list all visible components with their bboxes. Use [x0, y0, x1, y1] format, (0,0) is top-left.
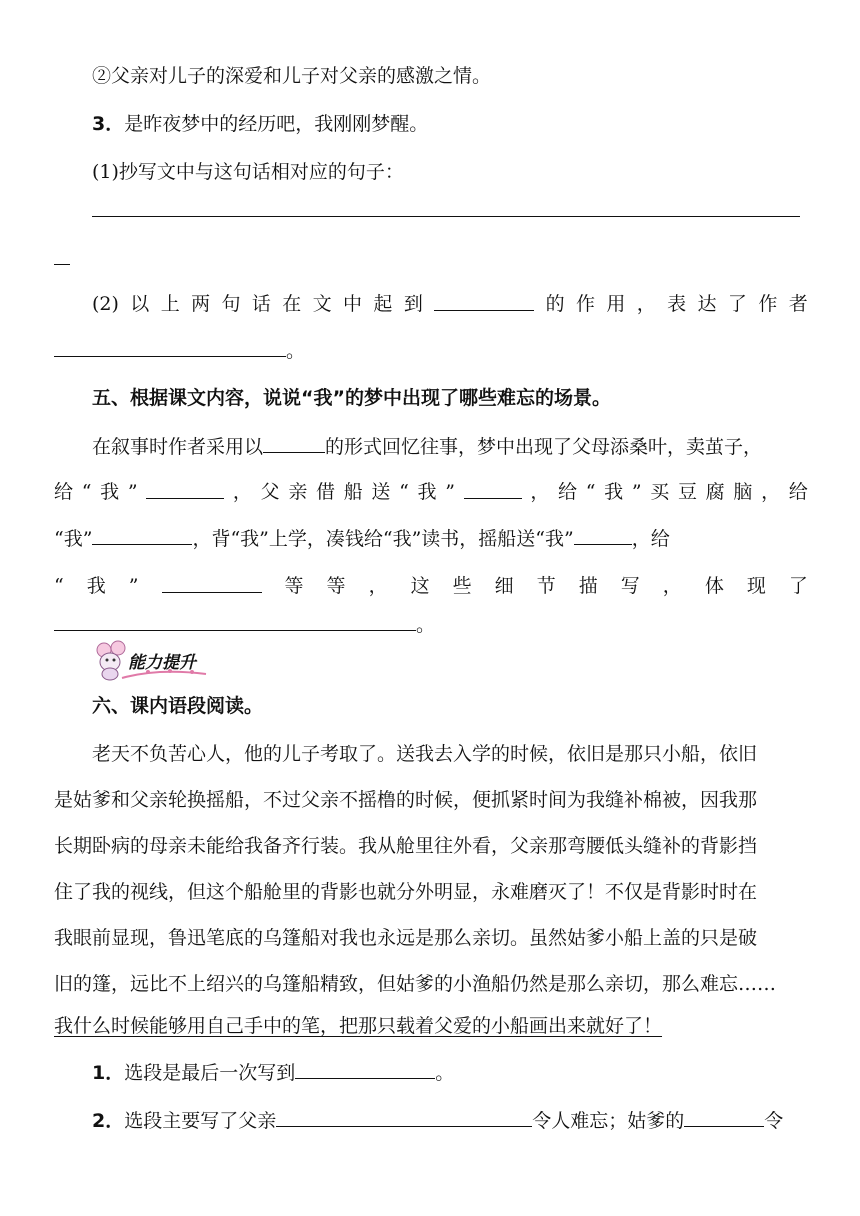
reading-line-3: 长期卧病的母亲未能给我备齐行装。我从舱里往外看，父亲那弯腰低头缝补的背影挡 — [54, 835, 758, 857]
text: “我” — [54, 528, 93, 550]
question-1 — [92, 1058, 808, 1087]
fill-blank[interactable] — [574, 524, 632, 545]
char: “ — [585, 481, 596, 503]
char: 句 — [221, 293, 241, 315]
question-text: 是昨夜梦中的经历吧，我刚刚梦醒。 — [124, 113, 429, 135]
char: 些 — [452, 575, 472, 597]
question-2 — [92, 1106, 808, 1135]
char: 送 — [371, 481, 391, 503]
question-text: 令 — [764, 1110, 784, 1132]
answer-line-2: ②父亲对儿子的深爱和儿子对父亲的感激之情。 — [92, 65, 492, 87]
char: ， — [636, 293, 656, 315]
char: 给 — [54, 481, 74, 503]
fill-blank[interactable] — [54, 610, 416, 631]
question-number: 1． — [92, 1062, 125, 1084]
section-5-line-2 — [54, 478, 808, 506]
fill-blank[interactable] — [54, 336, 286, 357]
question-number: 3． — [92, 113, 125, 135]
answer-rule-continuation[interactable] — [54, 264, 70, 265]
char: (2) — [92, 293, 119, 315]
period: 。 — [435, 1062, 455, 1084]
char: 买 — [650, 481, 670, 503]
char: 文 — [312, 293, 332, 315]
char: 达 — [697, 293, 717, 315]
char: ” — [445, 481, 455, 503]
fill-blank[interactable] — [464, 478, 522, 499]
char: ， — [368, 575, 388, 597]
char: 我 — [100, 481, 120, 503]
subquestion-2-continuation — [54, 336, 808, 365]
char: ， — [530, 481, 550, 503]
section-5-line-3 — [54, 524, 808, 553]
char: 两 — [191, 293, 211, 315]
fill-blank[interactable] — [146, 478, 224, 499]
badge-label: 能力提升 — [128, 653, 196, 673]
char: 者 — [788, 293, 808, 315]
section-5-line-1 — [92, 432, 808, 461]
answer-rule[interactable] — [92, 216, 800, 217]
section-5-line-5 — [54, 610, 808, 639]
char: 中 — [343, 293, 363, 315]
char: 腐 — [705, 481, 725, 503]
ability-badge — [88, 638, 212, 684]
fill-blank[interactable] — [162, 572, 262, 593]
char: 等 — [326, 575, 346, 597]
reading-line-7-underlined: 我什么时候能够用自己手中的笔，把那只载着父爱的小船画出来就好了！ — [54, 1015, 663, 1037]
fill-blank[interactable] — [92, 524, 192, 545]
char: 船 — [343, 481, 363, 503]
reading-line-6: 旧的篷，远比不上绍兴的乌篷船精致，但姑爹的小渔船仍然是那么亲切，那么难忘…… — [54, 973, 777, 995]
char: 了 — [727, 293, 747, 315]
char: 节 — [536, 575, 556, 597]
char: 豆 — [677, 481, 697, 503]
char: 作 — [575, 293, 595, 315]
char: ， — [232, 481, 252, 503]
char: 上 — [160, 293, 180, 315]
char: 现 — [746, 575, 766, 597]
fill-blank[interactable] — [263, 432, 325, 453]
question-3 — [92, 110, 808, 138]
char: 这 — [410, 575, 430, 597]
text: ，背“我”上学，凑钱给“我”读书，摇船送“我” — [192, 528, 574, 550]
char: 给 — [558, 481, 578, 503]
reading-line-5: 我眼前显现，鲁迅笔底的乌篷船对我也永远是那么亲切。虽然姑爹小船上盖的只是破 — [54, 927, 758, 949]
char: “ — [399, 481, 409, 503]
text: 的形式回忆往事，梦中出现了父母添桑叶，卖茧子， — [325, 436, 763, 458]
char: 以 — [130, 293, 150, 315]
char: 我 — [417, 481, 437, 503]
char: 细 — [494, 575, 514, 597]
char: 在 — [282, 293, 302, 315]
char: ” — [128, 575, 139, 597]
char: 我 — [86, 575, 106, 597]
char: 体 — [704, 575, 724, 597]
char: 的 — [545, 293, 565, 315]
question-number: 2． — [92, 1110, 125, 1132]
fill-blank[interactable] — [276, 1106, 532, 1127]
char: ” — [631, 481, 642, 503]
char: 亲 — [288, 481, 308, 503]
char: ， — [761, 481, 781, 503]
char: 给 — [788, 481, 808, 503]
char: ， — [662, 575, 682, 597]
char: 用 — [606, 293, 626, 315]
char: 表 — [667, 293, 687, 315]
char: 了 — [788, 575, 808, 597]
char: “ — [54, 575, 64, 597]
reading-line-2: 是姑爹和父亲轮换摇船，不过父亲不摇橹的时候，便抓紧时间为我缝补棉被，因我那 — [54, 789, 758, 811]
char: 作 — [758, 293, 778, 315]
char: 父 — [260, 481, 280, 503]
reading-line-1: 老天不负苦心人，他的儿子考取了。送我去入学的时候，依旧是那只小船，依旧 — [92, 743, 758, 765]
text: ，给 — [631, 528, 670, 550]
fill-blank[interactable] — [684, 1106, 764, 1127]
question-text: 选段主要写了父亲 — [124, 1110, 277, 1132]
section-5-line-4 — [54, 572, 808, 600]
char: 到 — [403, 293, 423, 315]
period: 。 — [286, 340, 306, 362]
question-text: 令人难忘；姑爹的 — [532, 1110, 685, 1132]
period: 。 — [416, 614, 436, 636]
fill-blank[interactable] — [434, 290, 534, 311]
subquestion-1: (1)抄写文中与这句话相对应的句子： — [92, 161, 404, 183]
char: 写 — [620, 575, 640, 597]
char: “ — [81, 481, 92, 503]
subquestion-2 — [92, 290, 808, 318]
char: ” — [127, 481, 138, 503]
char: 描 — [578, 575, 598, 597]
char: 脑 — [733, 481, 753, 503]
char: 话 — [251, 293, 271, 315]
fill-blank[interactable] — [295, 1058, 435, 1079]
section-5-title: 五、根据课文内容，说说“我”的梦中出现了哪些难忘的场景。 — [92, 387, 611, 409]
char: 借 — [316, 481, 336, 503]
char: 我 — [604, 481, 624, 503]
question-text: 选段是最后一次写到 — [124, 1062, 296, 1084]
char: 等 — [284, 575, 304, 597]
section-6-title: 六、课内语段阅读。 — [92, 695, 264, 717]
text: 在叙事时作者采用以 — [92, 436, 264, 458]
reading-line-4: 住了我的视线，但这个船舱里的背影也就分外明显，永难磨灭了！不仅是背影时时在 — [54, 881, 758, 903]
char: 起 — [373, 293, 393, 315]
